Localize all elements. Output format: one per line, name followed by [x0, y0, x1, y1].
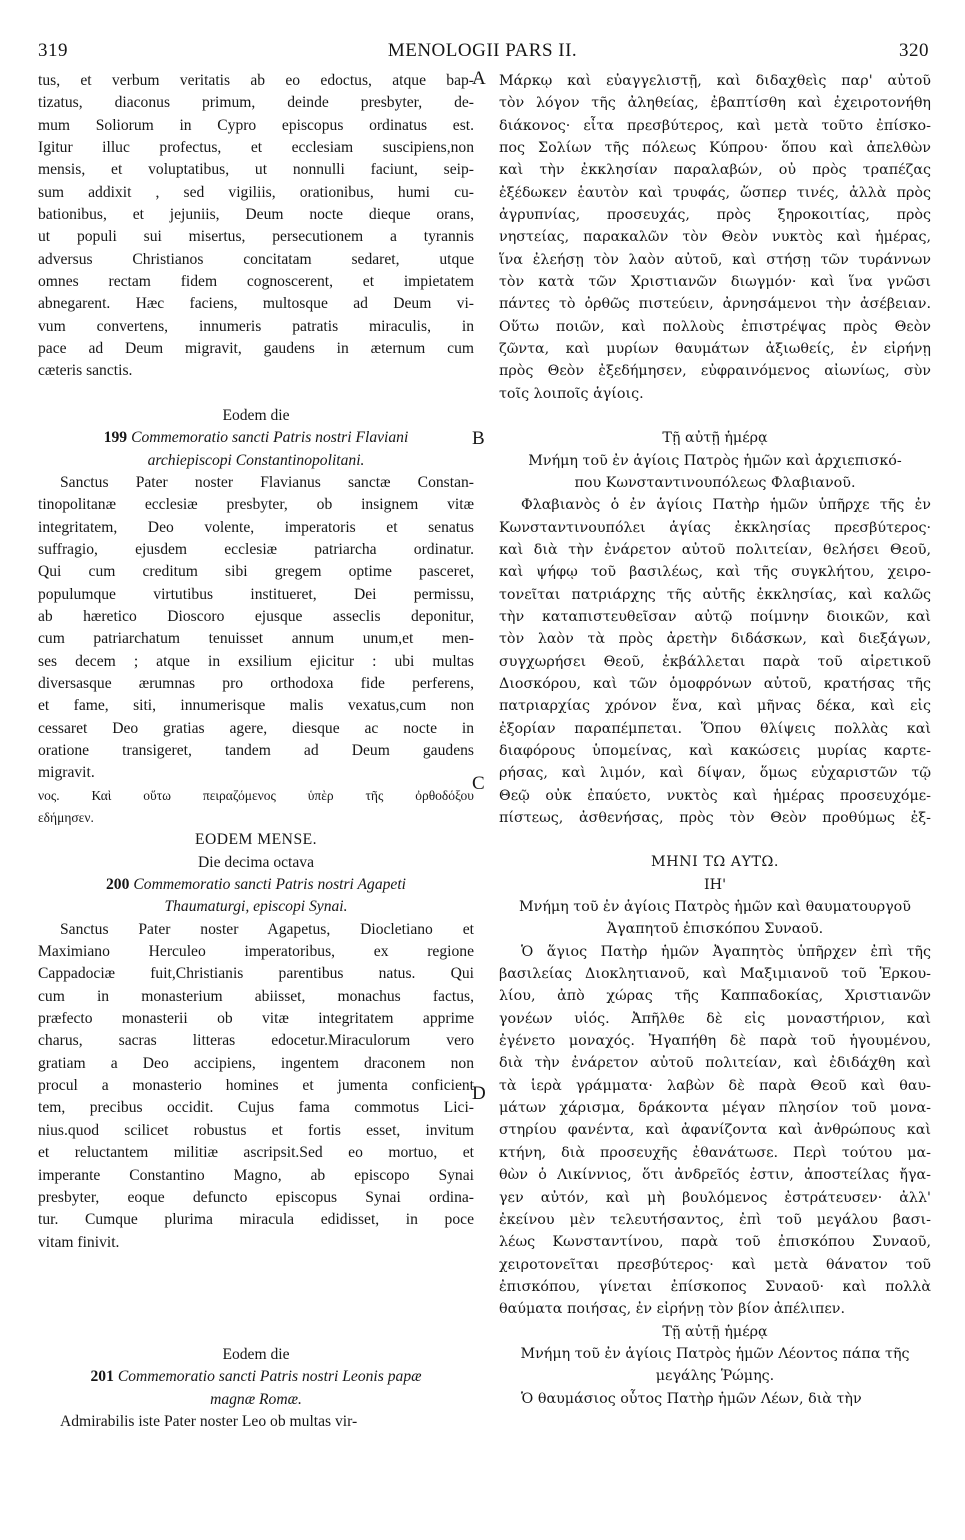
greek-text-line: Μάρκῳ καὶ εὐαγγελιστῇ, καὶ διδαχθεὶς παρ' αὐτοῦ: [499, 73, 931, 89]
greek-text-line: τὰ ἱερὰ γράμματα· λαβὼν δὲ παρὰ Θεοῦ καὶ θαυ-: [499, 1077, 931, 1094]
latin-text-line: mensis, et voluptatibus, ut nonnulli faciunt, seip-: [38, 161, 474, 179]
greek-text-line: πος Σολίων τῆς πόλεως Κύπρου· ὅπου καὶ ἀπελθὼν: [499, 140, 931, 157]
latin-text-line: cessaret Deo gratias agere, diesque ac nocte in: [38, 719, 474, 737]
greek-section-2: [499, 494, 931, 829]
latin-text-line: præfecto monasterii ob vitæ integritatem apprime: [38, 1010, 474, 1028]
greek-text-line: διὰ τὴν ἐνάρετον αὐτοῦ πολιτείαν, καὶ ἐδιδάχθη καὶ: [499, 1055, 931, 1072]
right-page-number: 320: [899, 40, 929, 61]
greek-text-line: τὸν κατὰ τῶν Χριστιανῶν διωγμόν· καὶ ἵνα γνῶσι: [499, 274, 931, 291]
latin-text-line: pace ad Deum migravit, gaudens in æternum cum: [38, 340, 474, 358]
margin-mark-b: B: [472, 428, 485, 449]
greek-text-line: τὸν λαὸν τὰ πρὸς ἀρετὴν διδάσκων, καὶ διεξάγων,: [499, 631, 931, 648]
latin-section-2: [38, 472, 474, 785]
latin-text-line: vum convertens, innumeris patratis miraculis, in: [38, 317, 474, 335]
latin-text-line: abnegarent. Hæc faciens, multosque ad Deum vi-: [38, 295, 474, 313]
latin-text-line: diversasque ærumnas pro orthodoxa fide perferens,: [38, 674, 474, 692]
latin-entry-200-title-2: Thaumaturgi, episcopi Synai.: [164, 898, 348, 916]
latin-text-line: tem, precibus occidit. Cujus fama commotus Lici-: [38, 1099, 474, 1117]
margin-mark-d: D: [472, 1083, 486, 1104]
greek-text-line: χειροτονεῖται πρεσβύτερος· καὶ μετὰ θάνατον τοῦ: [499, 1256, 931, 1273]
greek-te-aute-hemera-2: Τῇ αὐτῇ ἡμέρᾳ: [662, 1323, 768, 1340]
latin-text-line: Igitur illuc profectus, et ecclesiam suscipiens,non: [38, 139, 474, 157]
entry-number-199: 199: [103, 429, 128, 447]
greek-text-line: Ὁ ἅγιος Πατὴρ ἡμῶν Ἀγαπητὸς ὑπῆρχεν ἐπὶ τῆς: [521, 943, 931, 960]
greek-section-1: [499, 70, 931, 405]
greek-text-line: πίστεως, ἀσθενήσας, πρὸς τὸν Θεὸν προθύμως ἐξ-: [499, 810, 931, 826]
latin-entry-199-title: [38, 427, 474, 449]
greek-text-line: ἐξέδωκεν ἑαυτὸν καὶ τρυφάς, ὥσπερ τινές, ἀλλὰ πρὸς: [499, 184, 931, 201]
greek-text-line: πάντες τὸ ὀρθῶς πιστεύειν, ἀρνησάμενοι τὴν ἀσέβειαν.: [499, 296, 931, 313]
greek-meni-to-auto: ΜΗΝΙ ΤΩ ΑΥΤΩ.: [651, 854, 779, 871]
margin-mark-a: A: [472, 68, 486, 89]
latin-text-line: integritatem, Deo volente, imperatoris et senatus: [38, 518, 474, 536]
greek-text-line: ἐκείνου μὲν τελευτήσαντος, ἐπὶ τοῦ μεγάλου βασι-: [499, 1211, 931, 1228]
latin-text-line: Sanctus Pater noster Agapetus, Diocletiano et: [60, 920, 474, 938]
running-title: MENOLOGII PARS II.: [387, 40, 578, 61]
latin-text-line: tinopolitanæ ecclesiæ presbyter, ob insignem vitæ: [38, 496, 474, 514]
greek-text-line: Διοσκόρου, καὶ τῶν ὁμοφρόνων αὐτοῦ, κρατήσας τῆς: [499, 675, 931, 692]
latin-eodem-mense: EODEM MENSE.: [194, 831, 318, 849]
greek-text-line: τοῖς λοιποῖς ἁγίοις.: [499, 385, 644, 402]
latin-text-line: omnes rectam fidem cognoscerent, et impietatem: [38, 273, 474, 291]
latin-text-line: et fame, siti, innumerisque malis vexatus,cum non: [38, 697, 474, 715]
greek-text-line: καὶ διὰ τὴν ἐνάρετον αὐτοῦ πολιτείαν, θελήσει Θεοῦ,: [499, 541, 931, 558]
latin-text-line: mum Soliorum in Cypro episcopus ordinatus est.: [38, 116, 474, 134]
stray-greek-line-1: νος. Καὶ οὕτω πειραζόμενος ὑπὲρ τῆς ὀρθοδόξου: [38, 787, 474, 803]
latin-die-decima-octava: Die decima octava: [197, 853, 315, 871]
greek-entry-201-title-1: Μνήμη τοῦ ἐν ἁγίοις Πατρὸς ἡμῶν Λέοντος πάπα τῆς: [520, 1345, 910, 1362]
latin-text-line: nius.quod scilicet robustus et fortis esset, invitum: [38, 1121, 474, 1139]
greek-text-line: θὼν ὁ Λικίννιος, ὅτι ἀνδρεῖός ἐστιν, ἀποστείλας ἤγα-: [499, 1167, 931, 1184]
greek-text-line: νηστείας, παρακαλῶν τὸν Θεὸν νυκτὸς καὶ ἡμέρας,: [499, 229, 931, 246]
latin-entry-201-title: [38, 1366, 474, 1388]
latin-text-line: Qui cum creditum sibi gregem optime pasceret,: [38, 563, 474, 581]
greek-text-line: διάκονος· εἶτα πρεσβύτερος, καὶ μετὰ τοῦτο ἐπίσκο-: [499, 117, 931, 134]
greek-entry-200-title-1: Μνήμη τοῦ ἐν ἁγίοις Πατρὸς ἡμῶν καὶ θαυματουργοῦ: [519, 899, 911, 916]
latin-entry-199-title-2: archiepiscopi Constantinopolitani.: [147, 451, 365, 469]
running-header: [0, 40, 965, 64]
latin-text-line: bationibus, et jejuniis, Deum nocte dieque orans,: [38, 206, 474, 224]
greek-text-line: πατριαρχίας χρόνον ἕνα, καὶ μῆνας δέκα, καὶ εἰς: [499, 698, 931, 715]
greek-text-line: τονεῖται πατριάρχης τῆς αὐτῆς ἐκκλησίας, καὶ καλῶς: [499, 586, 931, 603]
latin-entry-201-title-1: Commemoratio sancti Patris nostri Leonis papæ: [117, 1368, 422, 1386]
latin-text-line: migravit.: [38, 764, 95, 782]
latin-text-line: tizatus, diaconus primum, deinde presbyter, de-: [38, 94, 474, 112]
latin-section-1: [38, 70, 474, 383]
latin-eodem-die-2: Eodem die: [222, 1345, 290, 1363]
latin-text-line: charus, sacras litteras edocetur.Miraculorum vero: [38, 1032, 474, 1050]
greek-text-line: τὴν καταπιστευθεῖσαν αὐτῷ ποίμνην διοικῶν, καὶ: [499, 608, 931, 625]
left-page-number: 319: [38, 40, 68, 61]
latin-text-line: cum patriarchatum tenuisset annum unum,et men-: [38, 630, 474, 648]
entry-number-201: 201: [90, 1368, 114, 1386]
greek-text-line: λίου, ἀπὸ χώρας τῆς Καππαδοκίας, Χριστιανῶν: [499, 988, 931, 1005]
greek-section-3: [499, 941, 931, 1321]
margin-mark-c: C: [472, 773, 485, 794]
latin-text-line: cæteris sanctis.: [38, 362, 133, 380]
greek-text-line: ζῶντα, καὶ μυρίων θαυμάτων ἀξιωθείς, ἐν εἰρήνῃ: [499, 341, 931, 358]
greek-text-line: γονέων υἱός. Ἀπῆλθε δὲ εἰς μοναστήριον, καὶ: [499, 1010, 931, 1027]
latin-text-line: vitam finivit.: [38, 1233, 120, 1251]
latin-text-line: procul a monasterio homines et jumenta conficient: [38, 1077, 474, 1095]
latin-entry-199-title-1: Commemoratio sancti Patris nostri Flaviani: [131, 429, 409, 447]
greek-text-line: πρὸς Θεὸν ἐξεδήμησεν, εὐφραινόμενος αἰωνίως, σὺν: [499, 363, 931, 380]
latin-text-line: sum addixit , sed vigiliis, orationibus, humi cu-: [38, 183, 474, 201]
greek-text-line: Οὕτω ποιῶν, καὶ πολλοὺς ἐπιστρέψας πρὸς Θεὸν: [499, 318, 931, 335]
greek-te-aute-hemera-1: Τῇ αὐτῇ ἡμέρᾳ: [662, 430, 768, 447]
latin-entry-201-title-2: magnæ Romæ.: [210, 1390, 302, 1408]
greek-text-line: ἵνα ἐλεήσῃ τὸν λαὸν αὐτοῦ, καὶ στήσῃ τῶν τυράννων: [499, 251, 931, 268]
greek-day-number: ΙΗ': [703, 876, 727, 893]
latin-column: [38, 70, 474, 1433]
greek-text-line: Ὁ θαυμάσιος οὗτος Πατὴρ ἡμῶν Λέων, διὰ τὴν: [521, 1390, 862, 1407]
greek-text-line: μάτων χάρισμα, δράκοντα μέγαν πλησίον τοῦ μονα-: [499, 1100, 931, 1117]
latin-text-line: et reluctantem militiæ ascripsit.Sed eo mortuo, et: [38, 1144, 474, 1162]
greek-text-line: κτήνη, διὰ προσευχῆς ἐθανάτωσε. Περὶ τούτου μα-: [499, 1144, 931, 1161]
greek-text-line: ἐγένετο μοναχός. Ἠγαπήθη δὲ παρὰ τοῦ ἡγουμένου,: [499, 1033, 931, 1050]
latin-text-line: suffragio, ejusdem ecclesiæ patriarcha ordinatur.: [38, 540, 474, 558]
greek-entry-201-title-2: μεγάλης Ῥώμης.: [655, 1368, 775, 1385]
latin-text-line: tus, et verbum veritatis ab eo edoctus, atque bap-: [38, 72, 474, 89]
greek-text-line: ἐξορίαν παραπέμπεται. Ὅπου θλίψεις πολλὰς καὶ: [499, 720, 931, 737]
latin-eodem-die-1: Eodem die: [222, 406, 290, 424]
latin-text-line: gratiam a Deo accipiens, ingentem draconem non: [38, 1054, 474, 1072]
greek-text-line: συγχωρήσει Θεοῦ, ἐκβάλλεται παρὰ τοῦ αἱρετικοῦ: [499, 653, 931, 670]
latin-text-line: tur. Cumque plurima miracula edidisset, in poce: [38, 1211, 474, 1229]
latin-section-4: [38, 1411, 474, 1433]
greek-text-line: καὶ ψήφῳ τοῦ βασιλέως, καὶ τῆς συγκλήτου, χειρο-: [499, 564, 931, 581]
greek-text-line: λέως Κωνσταντίνου, παρὰ τοῦ ἐπισκόπου Συναοῦ,: [499, 1234, 931, 1251]
greek-text-line: βασιλείας Διοκλητιανοῦ, καὶ Μαξιμιανοῦ τοῦ Ἑρκου-: [499, 966, 931, 983]
greek-text-line: ἀγρυπνίας, προσευχάς, πρὸς ξηροκοιτίας, πρὸς: [499, 207, 931, 224]
greek-text-line: θαύματα ποιήσας, ἐν εἰρήνῃ τὸν βίον ἀπέλιπεν.: [499, 1301, 846, 1318]
latin-text-line: adversus Christianos concitatam sedaret, utque: [38, 250, 474, 268]
latin-text-line: Admirabilis iste Pater noster Leo ob multas vir-: [60, 1412, 358, 1430]
greek-text-line: Θεῷ οὐκ ἐπαύετο, νυκτὸς καὶ ἡμέρας προσευχόμε-: [499, 787, 931, 804]
latin-text-line: oratione transigeret, tandem ad Deum gaudens: [38, 741, 474, 759]
latin-text-line: imperante Constantino Magno, ab episcopo Synai: [38, 1166, 474, 1184]
greek-text-line: στηρίου φανέντα, καὶ ἀφανίζοντα καὶ ἀνθρώπους καὶ: [499, 1122, 931, 1139]
greek-text-line: ἐπισκόπου, γίνεται ἐπίσκοπος Συναοῦ· καὶ πολλὰ: [499, 1278, 931, 1295]
stray-greek-line-2: εδήμησεν.: [38, 810, 94, 825]
greek-text-line: Φλαβιανὸς ὁ ἐν ἁγίοις Πατὴρ ἡμῶν ὑπῆρχε τῆς ἐν: [521, 497, 931, 514]
latin-text-line: Maximiano Herculeo imperatoribus, ex regione: [38, 943, 474, 961]
greek-text-line: Κωνσταντινουπόλει ἁγίας ἐκκλησίας πρεσβύτερος·: [499, 519, 931, 536]
greek-text-line: καὶ τὴν ἐκκλησίαν παραλαβών, οὐ πρὸς τραπέζας: [499, 162, 931, 179]
latin-text-line: ut populi sui misertus, persecutionem a tyrannis: [38, 228, 474, 246]
latin-text-line: populumque virtutibus institueret, Dei permissu,: [38, 585, 474, 603]
greek-column: [499, 70, 931, 1410]
greek-entry-200-title-2: Ἀγαπητοῦ ἐπισκόπου Συναοῦ.: [606, 921, 824, 938]
latin-text-line: ab hæretico Dioscoro ejusque asseclis deponitur,: [38, 607, 474, 625]
latin-entry-200-title: [38, 874, 474, 896]
latin-text-line: ses decem ; atque in exsilium ejicitur : ubi multas: [38, 652, 474, 670]
latin-text-line: Cappadociæ fuit,Christianis parentibus natus. Qui: [38, 965, 474, 983]
latin-section-3: [38, 919, 474, 1254]
greek-text-line: διαφόρους ὑπομείνας, καὶ κακώσεις μυρίας καρτε-: [499, 742, 931, 759]
greek-text-line: γεν αὐτόν, καὶ μὴ βουλόμενος ἐστράτευσεν· ἀλλ': [499, 1189, 931, 1206]
greek-section-4: [499, 1388, 931, 1410]
greek-text-line: ρήσας, καὶ λιμόν, καὶ δίψαν, ὅμως εὐχαριστῶν τῷ: [499, 765, 931, 782]
entry-number-200: 200: [106, 876, 130, 894]
latin-entry-200-title-1: Commemoratio sancti Patris nostri Agapeti: [133, 876, 406, 894]
latin-text-line: presbyter, eoque defuncto episcopus Synai ordina-: [38, 1188, 474, 1206]
latin-text-line: Sanctus Pater noster Flavianus sanctæ Constan-: [60, 473, 474, 491]
greek-entry-199-title-2: που Κωνσταντινουπόλεως Φλαβιανοῦ.: [574, 474, 856, 491]
latin-text-line: cum in monasterium abiisset, monachus factus,: [38, 987, 474, 1005]
greek-entry-199-title-1: Μνήμη τοῦ ἐν ἁγίοις Πατρὸς ἡμῶν καὶ ἀρχιεπισκό-: [528, 452, 902, 469]
greek-text-line: τὸν λόγον τῆς ἀληθείας, ἐβαπτίσθη καὶ ἐχειροτονήθη: [499, 95, 931, 112]
